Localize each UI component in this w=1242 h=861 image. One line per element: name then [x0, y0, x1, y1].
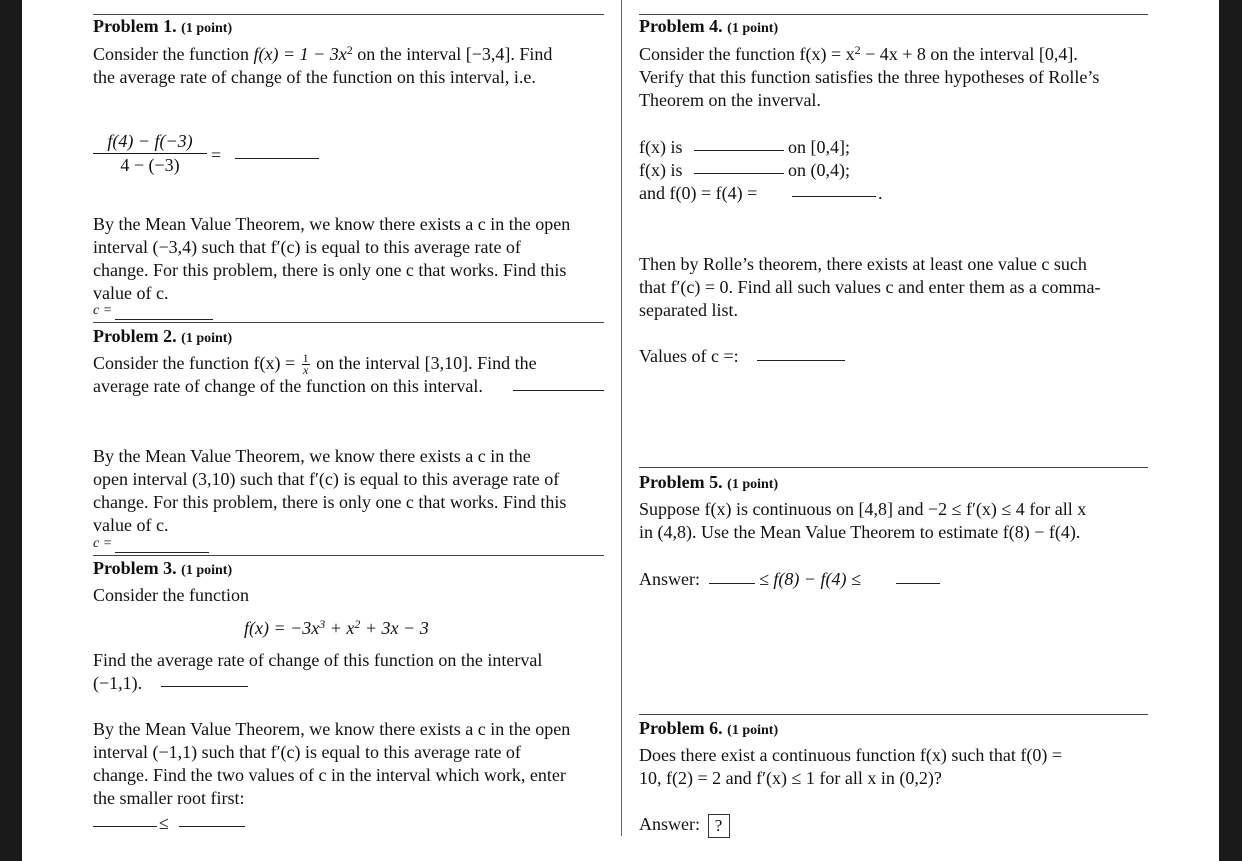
- p2-points: (1 point): [181, 331, 233, 346]
- p1-mvt-line3: change. For this problem, there is only one c that works. Find this: [93, 260, 567, 280]
- p4-hypothesis-3: and f(0) = f(4) =: [639, 183, 758, 203]
- p1-c-input[interactable]: [115, 305, 213, 320]
- p2-c-input[interactable]: [115, 538, 209, 553]
- p1-frac-numerator: f(4) − f(−3): [93, 131, 207, 154]
- p3-mvt-line3: change. Find the two values of c in the interval which work, enter: [93, 765, 566, 785]
- p4-intro-line1: Consider the function $f(x) = x^2 - 4x + 8$ on the interval [0,4].: [639, 43, 1078, 64]
- p6-points: (1 point): [727, 723, 779, 738]
- p4-intro-line2: Verify that this function satisfies the three hypotheses of Rolle’s: [639, 67, 1100, 87]
- p3-top-rule: [93, 555, 604, 556]
- p2-title: Problem 2.: [93, 326, 177, 346]
- p6-line2: 10, f(2) = 2 and f′(x) ≤ 1 for all x in (0,2)?: [639, 768, 942, 788]
- p4-h2-suffix: on (0,4);: [788, 160, 850, 180]
- p2-c-label: c =: [93, 536, 113, 551]
- p3-points: (1 point): [181, 563, 233, 578]
- p1-mvt-line2: interval (−3,4) such that f′(c) is equal to this average rate of: [93, 237, 521, 257]
- p4-h1-input[interactable]: [694, 136, 784, 151]
- p3-function: $f(x) = -3x^3 + x^2 + 3x - 3$: [244, 617, 429, 638]
- p1-frac-denominator: 4 − (−3): [120, 155, 180, 175]
- p1-equals: =: [211, 145, 222, 165]
- p6-header: [639, 717, 778, 742]
- p2-top-rule: [93, 322, 604, 323]
- p1-mvt-line4: value of c.: [93, 283, 169, 303]
- worksheet-page: [22, 0, 1219, 861]
- p4-header: [639, 15, 778, 40]
- p5-line1: Suppose f(x) is continuous on [4,8] and −2 ≤ f′(x) ≤ 4 for all x: [639, 499, 1087, 519]
- p3-avg-line1: Find the average rate of change of this function on the interval: [93, 650, 543, 670]
- p5-top-rule: [639, 467, 1148, 468]
- p1-mvt-line1: By the Mean Value Theorem, we know there exists a c in the open: [93, 214, 571, 234]
- p4-h3-suffix: .: [878, 183, 883, 203]
- p5-title: Problem 5.: [639, 472, 723, 492]
- p4-hypothesis-2: f(x) is: [639, 160, 683, 180]
- p1-intro-line1: Consider the function $f(x) = 1 - 3x^2$ on the interval [−3,4]. Find: [93, 43, 553, 64]
- p3-avg-rate-input[interactable]: [161, 672, 248, 687]
- p2-header: [93, 325, 232, 350]
- p3-root2-input[interactable]: [179, 812, 245, 827]
- p1-header: [93, 15, 232, 40]
- column-divider: [621, 0, 622, 836]
- p1-intro-line2: the average rate of change of the function on this interval, i.e.: [93, 67, 536, 87]
- p5-header: [639, 471, 778, 496]
- p4-h3-input[interactable]: [792, 182, 876, 197]
- p6-top-rule: [639, 714, 1148, 715]
- p6-answer-label: Answer:: [639, 814, 700, 834]
- p3-intro: Consider the function: [93, 585, 249, 605]
- p4-rolle-line3: separated list.: [639, 300, 738, 320]
- p1-avg-rate-input[interactable]: [235, 144, 319, 159]
- p3-header: [93, 557, 232, 582]
- p4-rolle-line1: Then by Rolle’s theorem, there exists at least one value c such: [639, 254, 1087, 274]
- p5-line2: in (4,8). Use the Mean Value Theorem to estimate f(8) − f(4).: [639, 522, 1081, 542]
- p3-mvt-line2: interval (−1,1) such that f′(c) is equal to this average rate of: [93, 742, 521, 762]
- p2-intro-line2: average rate of change of the function on this interval.: [93, 376, 483, 396]
- p3-title: Problem 3.: [93, 558, 177, 578]
- p2-mvt-line2: open interval (3,10) such that f′(c) is equal to this average rate of: [93, 469, 560, 489]
- p6-answer-row: [639, 813, 730, 838]
- p4-values-label: Values of c =:: [639, 346, 739, 366]
- p5-answer-label: Answer:: [639, 569, 700, 589]
- p4-values-input[interactable]: [757, 346, 845, 361]
- p4-h2-input[interactable]: [694, 159, 784, 174]
- p2-intro-line1: Consider the function f(x) = $\frac{1}{x}$ on the interval [3,10]. Find the: [93, 351, 537, 378]
- p1-fraction: [93, 131, 207, 176]
- p6-title: Problem 6.: [639, 718, 723, 738]
- p3-mvt-line4: the smaller root first:: [93, 788, 245, 808]
- p2-mvt-line3: change. For this problem, there is only one c that works. Find this: [93, 492, 567, 512]
- p5-upper-bound-input[interactable]: [896, 569, 940, 584]
- p4-intro-line3: Theorem on the inverval.: [639, 90, 821, 110]
- p4-hypothesis-1: f(x) is: [639, 137, 683, 157]
- p5-points: (1 point): [727, 477, 779, 492]
- p3-root1-input[interactable]: [93, 812, 157, 827]
- p3-leq: ≤: [159, 813, 169, 833]
- p1-c-label: c =: [93, 303, 113, 318]
- p5-lower-bound-input[interactable]: [709, 569, 755, 584]
- p4-title: Problem 4.: [639, 16, 723, 36]
- p4-rolle-line2: that f′(c) = 0. Find all such values c and enter them as a comma-: [639, 277, 1101, 297]
- p2-mvt-line1: By the Mean Value Theorem, we know there exists a c in the: [93, 446, 531, 466]
- p3-mvt-line1: By the Mean Value Theorem, we know there exists a c in the open: [93, 719, 571, 739]
- p2-inline-fraction: $\frac{1}{x}$: [302, 351, 309, 378]
- p6-line1: Does there exist a continuous function f(x) such that f(0) =: [639, 745, 1063, 765]
- p6-answer-select[interactable]: ?: [708, 814, 730, 838]
- p4-points: (1 point): [727, 21, 779, 36]
- p2-mvt-line4: value of c.: [93, 515, 169, 535]
- p1-points: (1 point): [181, 21, 233, 36]
- p5-answer-middle: ≤ f(8) − f(4) ≤: [759, 569, 861, 589]
- p2-avg-rate-input[interactable]: [513, 376, 604, 391]
- p1-title: Problem 1.: [93, 16, 177, 36]
- p4-h1-suffix: on [0,4];: [788, 137, 850, 157]
- p3-avg-line2: (−1,1).: [93, 673, 143, 693]
